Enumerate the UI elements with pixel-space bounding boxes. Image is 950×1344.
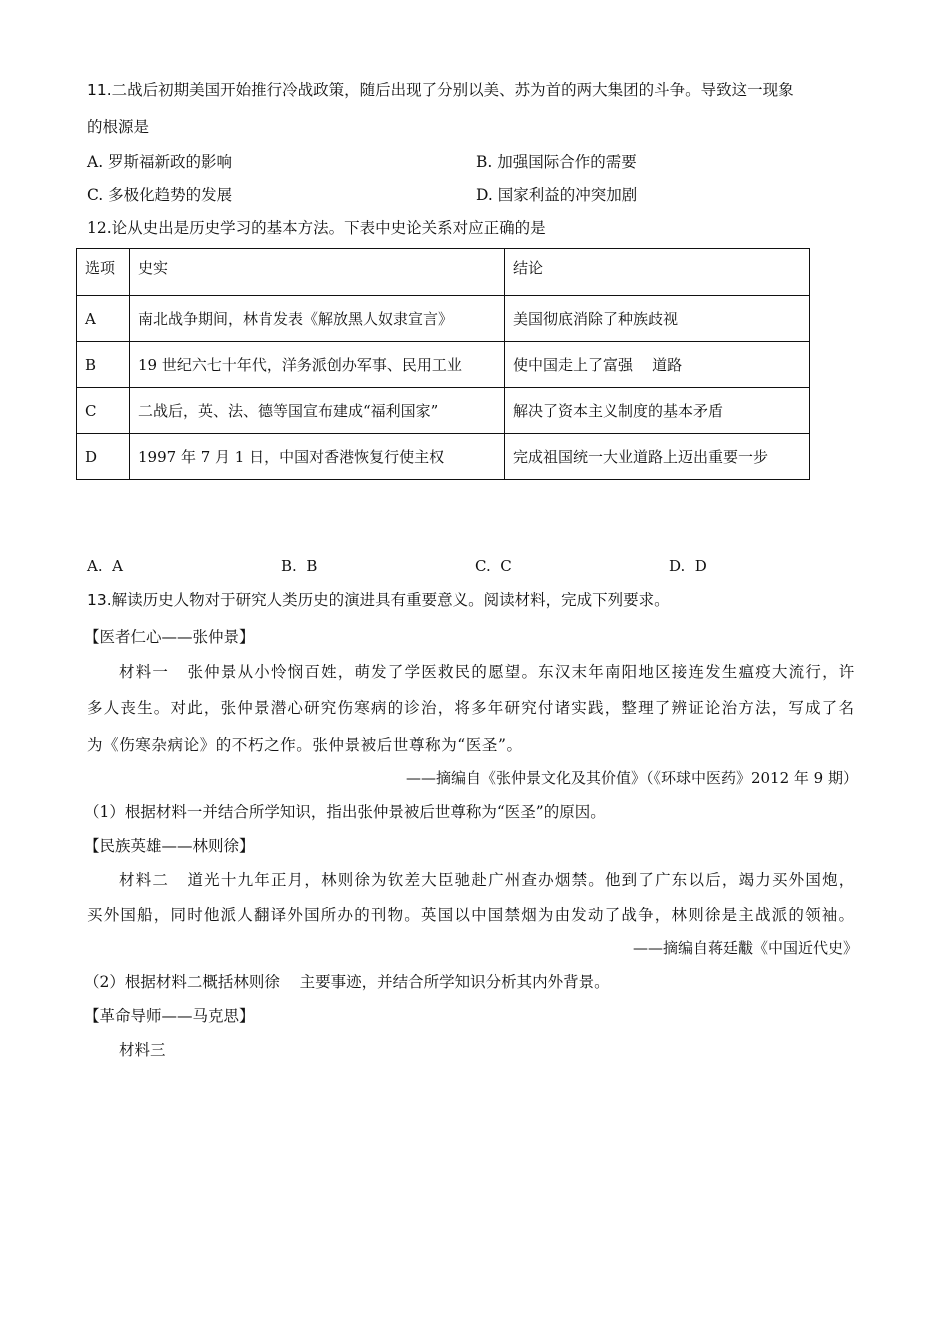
q13-stem: 13.解读历史人物对于研究人类历史的演进具有重要意义。阅读材料，完成下列要求。 [87, 591, 670, 609]
source2: ——摘编自蒋廷黻《中国近代史》 [632, 939, 858, 957]
table-cell: A [77, 296, 130, 342]
table-header-row [77, 249, 810, 296]
table-cell: C [77, 388, 130, 434]
section-title-marx: 【革命导师——马克思】 [84, 1007, 255, 1025]
q12-answer-b: B. B [281, 557, 318, 575]
table-cell: B [77, 342, 130, 388]
table-row [77, 342, 810, 388]
q12-answer-d: D. D [669, 557, 707, 575]
material2-line1: 材料二 道光十九年正月，林则徐为钦差大臣驰赴广州查办烟禁。他到了广东以后，竭力买外国炮， [119, 871, 856, 889]
table-header-cell: 选项 [77, 249, 130, 296]
q11-option-d: D. 国家利益的冲突加剧 [476, 186, 638, 204]
material1-line3: 为《伤寒杂病论》的不朽之作。张仲景被后世尊称为“医圣”。 [87, 736, 523, 754]
table-cell: 19 世纪六七十年代，洋务派创办军事、民用工业 [130, 342, 505, 388]
table-cell: 二战后，英、法、德等国宣布建成“福利国家” [130, 388, 505, 434]
table-header-cell: 史实 [130, 249, 505, 296]
material1-line2: 多人丧生。对此，张仲景潜心研究伤寒病的诊治，将多年研究付诸实践，整理了辨证论治方法，写成了名 [87, 699, 856, 717]
material2-line2: 买外国船，同时他派人翻译外国所办的刊物。英国以中国禁烟为由发动了战争，林则徐是主战派的领袖。 [87, 906, 856, 924]
table-cell: 美国彻底消除了种族歧视 [505, 296, 810, 342]
table-row [77, 296, 810, 342]
table-row [77, 434, 810, 480]
q11-stem-line2: 的根源是 [87, 118, 150, 136]
q11-option-c: C. 多极化趋势的发展 [87, 186, 233, 204]
section-title-zhang: 【医者仁心——张仲景】 [84, 628, 255, 646]
material1-line1: 材料一 张仲景从小怜悯百姓，萌发了学医救民的愿望。东汉末年南阳地区接连发生瘟疫大流行，许 [119, 663, 856, 681]
q11-option-a: A. 罗斯福新政的影响 [87, 153, 233, 171]
source1: ——摘编自《张仲景文化及其价值》（《环球中医药》2012 年 9 期） [405, 769, 858, 787]
section-title-lin: 【民族英雄——林则徐】 [84, 837, 255, 855]
table-cell: 完成祖国统一大业道路上迈出重要一步 [505, 434, 810, 480]
table-row [77, 388, 810, 434]
q11-option-b: B. 加强国际合作的需要 [476, 153, 637, 171]
table-cell: 使中国走上了富强 道路 [505, 342, 810, 388]
table-header-cell: 结论 [505, 249, 810, 296]
q11-stem-line1: 11.二战后初期美国开始推行冷战政策，随后出现了分别以美、苏为首的两大集团的斗争。导致这一现象 [87, 81, 794, 99]
history-table [76, 248, 810, 480]
table-cell: 南北战争期间，林肯发表《解放黑人奴隶宣言》 [130, 296, 505, 342]
q12-answer-c: C. C [475, 557, 512, 575]
q12-answer-a: A. A [87, 557, 123, 575]
table-cell: D [77, 434, 130, 480]
material3-label: 材料三 [119, 1041, 166, 1059]
question2: （2）根据材料二概括林则徐 主要事迹，并结合所学知识分析其内外背景。 [84, 973, 610, 991]
q12-stem: 12.论从史出是历史学习的基本方法。下表中史论关系对应正确的是 [87, 219, 546, 237]
table-cell: 1997 年 7 月 1 日，中国对香港恢复行使主权 [130, 434, 505, 480]
question1: （1）根据材料一并结合所学知识，指出张仲景被后世尊称为“医圣”的原因。 [84, 803, 606, 821]
table-cell: 解决了资本主义制度的基本矛盾 [505, 388, 810, 434]
